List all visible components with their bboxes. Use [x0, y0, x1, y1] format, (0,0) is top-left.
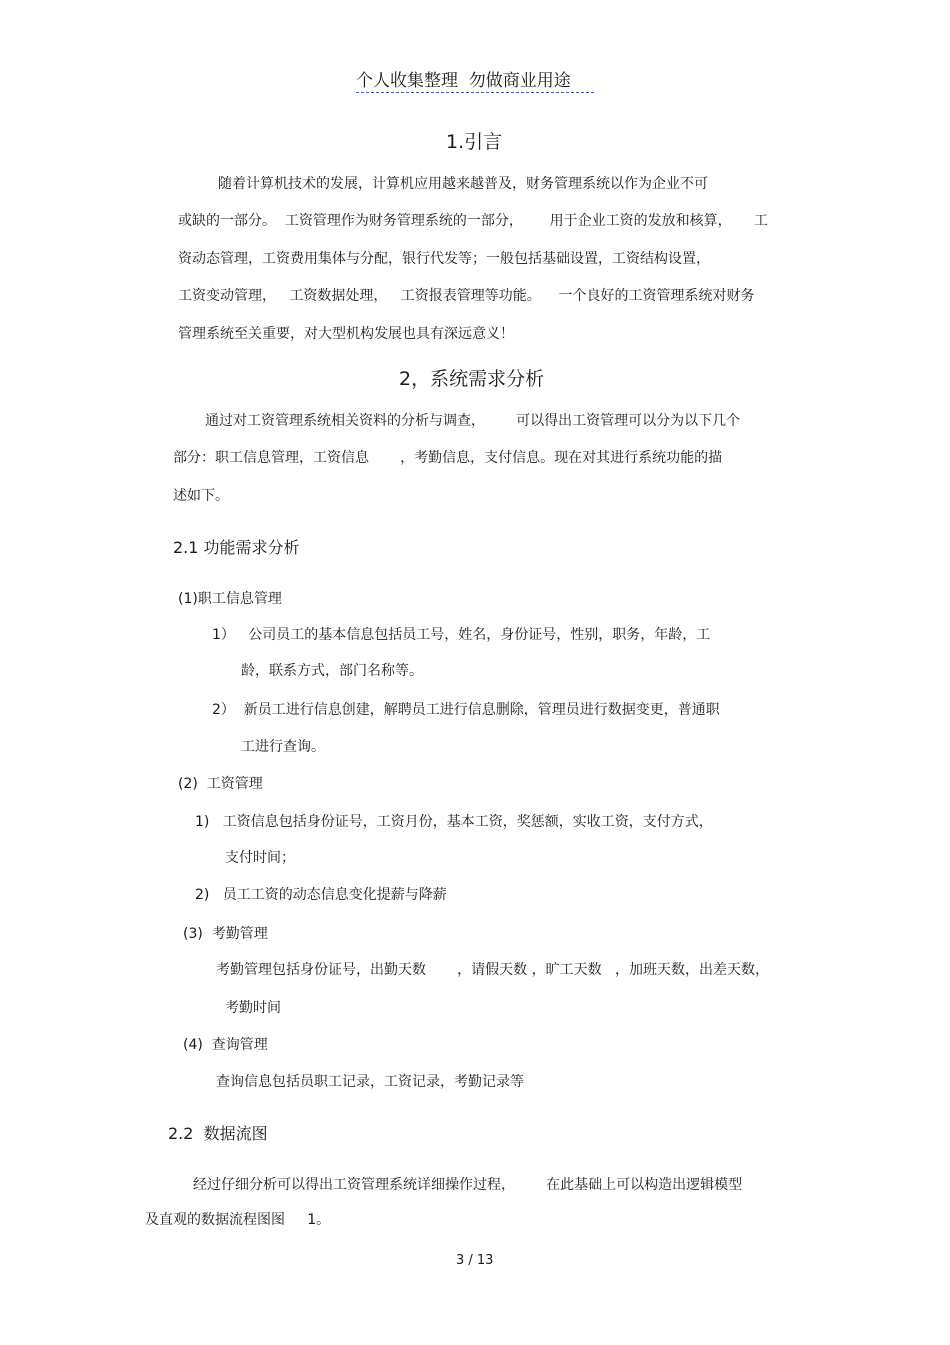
list-item: 支付时间； — [225, 850, 295, 866]
paragraph-line: 资动态管理，工资费用集体与分配，银行代发等；一般包括基础设置，工资结构设置， — [178, 251, 710, 267]
list-item: 考勤管理包括身份证号，出勤天数 ，请假天数 ，旷工天数 ，加班天数，出差天数， — [216, 962, 769, 978]
section-2-title: 2，系统需求分析 — [399, 368, 545, 390]
paragraph-line: 工资变动管理， 工资数据处理， 工资报表管理等功能。 一个良好的工资管理系统对财务 — [178, 288, 755, 304]
list-item: 1) 工资信息包括身份证号，工资月份，基本工资，奖惩额，实收工资，支付方式， — [195, 814, 713, 830]
paragraph-line: 部分：职工信息管理，工资信息 ，考勤信息，支付信息。现在对其进行系统功能的描 — [173, 450, 723, 466]
paragraph-line: 随着计算机技术的发展，计算机应用越来越普及，财务管理系统以作为企业不可 — [218, 176, 708, 192]
paragraph-line: 通过对工资管理系统相关资料的分析与调查， 可以得出工资管理可以分为以下几个 — [205, 413, 741, 429]
list-item: 1） 公司员工的基本信息包括员工号，姓名，身份证号，性别，职务，年龄，工 — [212, 627, 711, 643]
paragraph-line: 述如下。 — [173, 488, 229, 504]
paragraph-line: 或缺的一部分。 工资管理作为财务管理系统的一部分， 用于企业工资的发放和核算， 工 — [178, 213, 768, 229]
list-heading: (3) 考勤管理 — [183, 926, 268, 942]
page-header: 个人收集整理 勿做商业用途 — [356, 71, 571, 91]
section-2-2-title: 2.2 数据流图 — [168, 1124, 268, 1143]
list-item: 2) 员工工资的动态信息变化提薪与降薪 — [195, 887, 447, 903]
page-number: 3 / 13 — [456, 1253, 494, 1268]
paragraph-line: 经过仔细分析可以得出工资管理系统详细操作过程， 在此基础上可以构造出逻辑模型 — [193, 1177, 743, 1193]
list-item: 龄，联系方式，部门名称等。 — [241, 663, 423, 679]
paragraph-line: 及直观的数据流程图图 1。 — [145, 1212, 331, 1228]
paragraph-line: 管理系统至关重要，对大型机构发展也具有深远意义！ — [178, 326, 514, 342]
list-heading: (1)职工信息管理 — [178, 591, 282, 607]
list-item: 2） 新员工进行信息创建，解聘员工进行信息删除，管理员进行数据变更，普通职 — [212, 702, 720, 718]
section-2-1-title: 2.1 功能需求分析 — [173, 538, 300, 557]
header-underline — [356, 92, 594, 93]
list-heading: (2) 工资管理 — [178, 776, 263, 792]
list-heading: (4) 查询管理 — [183, 1037, 268, 1053]
section-1-title: 1.引言 — [446, 131, 503, 153]
list-item: 查询信息包括员职工记录，工资记录，考勤记录等 — [216, 1074, 524, 1090]
list-item: 工进行查询。 — [241, 739, 325, 755]
list-item: 考勤时间 — [225, 1000, 281, 1016]
